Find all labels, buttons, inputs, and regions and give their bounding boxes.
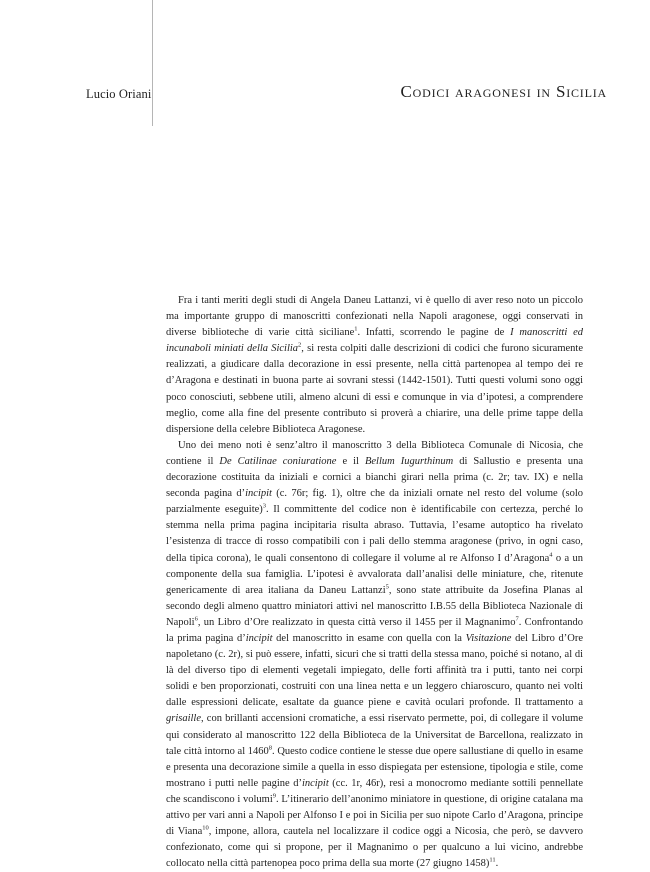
- text-run: , si resta colpiti dalle descrizioni di codici che furono sicuramente realizzati, a giudicare dalla decorazione in essi presente, nella città partenopea al tempo dei re d’Aragona e destinati in buona parte ai sovrani stessi (1442-1501). Tutti questi volumi sono oggi poco conosciuti, sebbene utili, almeno alcuni di essi e comunque in via d’ipotesi, a comprendere meglio, come alla fine del presente contributo si proverà a chiarire, una delle prime tappe della dispersione della celebre Biblioteca Aragonese.: [166, 343, 583, 435]
- footnote-ref: 10: [202, 824, 209, 832]
- footnote-ref: 11: [489, 856, 496, 864]
- text-run: .: [495, 858, 499, 870]
- text-run: , impone, allora, cautela nel localizzare il codice oggi a Nicosia, che però, se davvero confezionato, come qui si propone, per il Magnanimo o per qualcuno a lui vicino, andrebbe collocato nella città partenopea poco prima della sua morte (27 giugno 1458): [166, 826, 583, 870]
- text-run: . Confrontando la prima pagina d’: [166, 616, 583, 644]
- italic-title-run: incipit: [301, 777, 329, 789]
- text-run: Uno dei meno noti è senz’altro il manoscritto 3 della Biblioteca Comunale di Nicosia, che contiene il: [166, 439, 583, 467]
- header-divider-rule: [152, 0, 153, 126]
- footnote-ref: 8: [268, 744, 273, 752]
- italic-title-run: incipit: [245, 488, 272, 500]
- text-run: (cc. 1r, 46r), resi a monocromo mediante sottili pennellate che scandiscono i volumi: [166, 777, 583, 805]
- footnote-ref: 7: [515, 615, 519, 623]
- italic-title-run: incipit: [245, 632, 273, 644]
- footnote-ref: 6: [194, 615, 198, 623]
- text-run: , sono state attribuite da Josefina Planas al secondo degli almeno quattro miniatori attivi nel manoscritto I.B.55 della Biblioteca Nazionale di Napoli: [166, 584, 583, 628]
- footnote-ref: 2: [298, 341, 302, 349]
- running-head-title: Codici aragonesi in Sicilia: [400, 82, 607, 101]
- footnote-ref: 4: [549, 551, 553, 558]
- italic-title-run: Visitazione: [465, 632, 512, 644]
- text-run: (c. 76r; fig. 1), oltre che da iniziali ornate nel resto del volume (solo parzialmente eseguite): [166, 488, 583, 516]
- text-run: o a un componente della sua famiglia. L’ipotesi è avvalorata dall’analisi delle miniature, che, ritenute genericamente di area italiana da Daneu Lattanzi: [166, 552, 583, 596]
- text-run: , un Libro d’Ore realizzato in questa città verso il 1455 per il Magnanimo: [197, 616, 516, 628]
- text-run: del manoscritto in esame con quella con la: [272, 632, 466, 644]
- text-run: . Questo codice contiene le stesse due opere sallustiane di quello in esame e presenta una decorazione simile a quella in esso dispiegata per estensione, tipologia e stile, come mostrano i putti nelle pagine d’: [166, 745, 583, 789]
- italic-title-run: grisaille: [166, 713, 202, 725]
- text-run: Fra i tanti meriti degli studi di Angela Daneu Lattanzi, vi è quello di aver reso noto un piccolo ma importante gruppo di manoscritti confezionati nella Napoli aragonese, oggi conservati in diverse biblioteche di varie città siciliane: [166, 295, 583, 339]
- italic-title-run: Bellum Iugurthinum: [364, 455, 454, 467]
- italic-title-run: I manoscritti ed incunaboli miniati della Sicilia: [166, 327, 583, 355]
- text-run: di Sallustio e presenta una decorazione costituita da iniziali e cornici a bianchi girari nella prima (c. 2r; tav. IX) e nella seconda pagina d’: [166, 455, 583, 500]
- footnote-ref: 1: [354, 325, 358, 333]
- text-run: , con brillanti accensioni cromatiche, a essi riservato permette, poi, di collegare il volume qui considerato al manoscritto 122 della Biblioteca de la Universitat de Barcellona, realizzato in tale città intorno al 1460: [166, 713, 583, 757]
- text-run: . L’itinerario dell’anonimo miniatore in questione, di origine catalana ma attivo per vari anni a Napoli per Alfonso I e poi in Sicilia per suo nipote Carlo d’Aragona, principe di Viana: [166, 793, 583, 838]
- paragraph-2: [166, 438, 583, 872]
- running-head-author: Lucio Oriani: [86, 87, 152, 101]
- italic-title-run: De Catilinae coniuratione: [219, 455, 337, 467]
- footnote-ref: 9: [272, 792, 276, 800]
- text-run: del Libro d’Ore napoletano (c. 2r), si può essere, infatti, sicuri che si tratti della stessa mano, poiché si notano, al di là del diverso tipo di elementi vegetali impiegato, delle forti affinità tra i putti, tanto nei corpi solidi e ben proporzionati, costruiti con una linea netta e un leggero chiaroscuro, quanto nei volti dalle espressioni delicate, esaltate da guance piene e cavità oculari profonde. Il trattamento a: [166, 632, 583, 709]
- paragraph-1: [166, 293, 583, 438]
- text-run: . Il committente del codice non è identificabile con certezza, perché lo stemma nella prima pagina incipitaria risulta abraso. Tuttavia, l’esame autoptico ha rivelato l’esistenza di tracce di rosso compatibili con i pali dello stemma aragonese (privo, in ogni caso, della tipica corona), le quali consentono di collegare il volume al re Alfonso I d’Aragona: [166, 504, 583, 564]
- text-run: . Infatti, scorrendo le pagine de: [357, 327, 511, 339]
- text-run: e il: [336, 455, 365, 467]
- article-body: [166, 293, 583, 872]
- footnote-ref: 3: [262, 502, 267, 510]
- footnote-ref: 5: [385, 583, 389, 591]
